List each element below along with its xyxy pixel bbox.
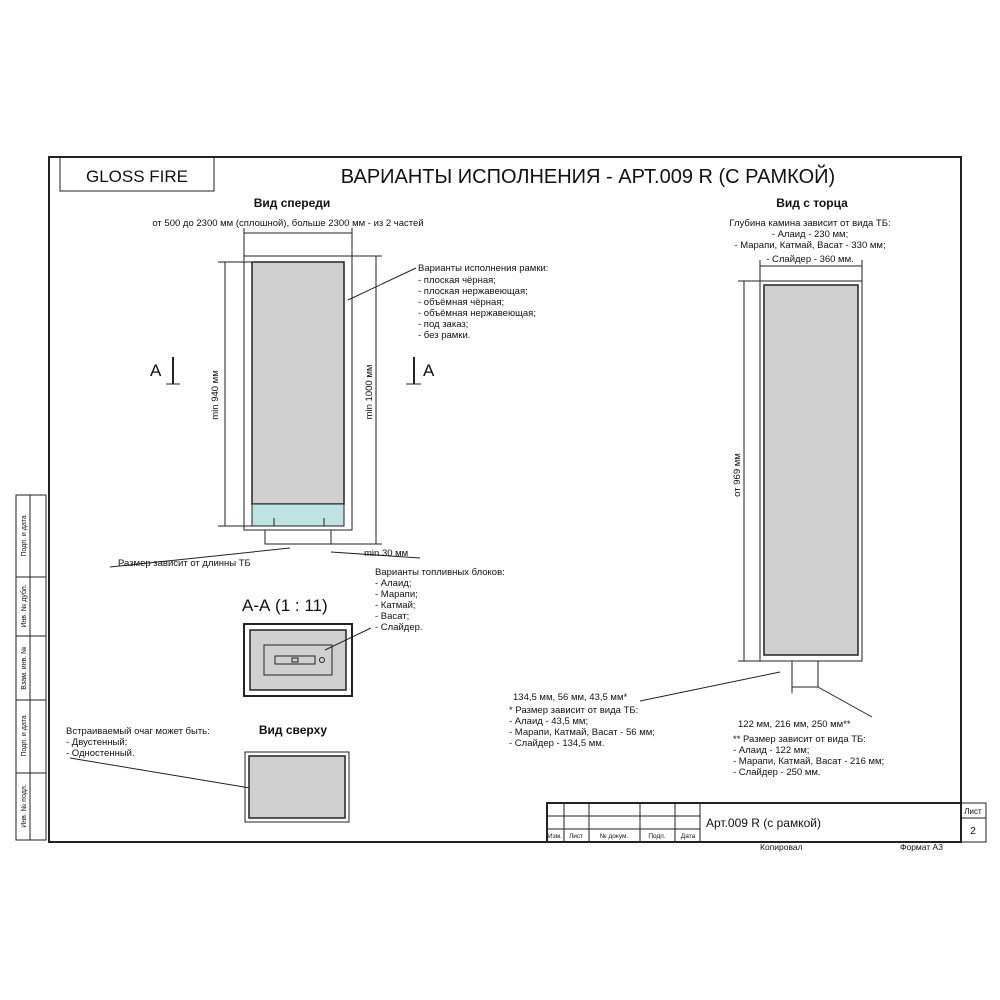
depth-item-2: - Марапи, Катмай, Васат - 330 мм; [734,240,886,251]
title-block [547,803,986,852]
side-view [509,196,891,778]
frame-variants-title: Варианты исполнения рамки: [418,263,549,274]
side-left-note-2: - Марапи, Катмай, Васат - 56 мм; [509,727,655,738]
side-right-note-2: - Марапи, Катмай, Васат - 216 мм; [733,756,885,767]
fuel-block-1: - Алаид; [375,578,412,589]
side-right-note-title: ** Размер зависит от вида ТБ: [733,734,866,745]
tb-col-3: № докум. [599,833,629,840]
frame-variant-6: - без рамки. [418,330,471,341]
front-bottom-min: min 30 мм [364,548,409,559]
tb-col-4: Подп. [648,833,666,840]
frame-variant-4: - объёмная нержавеющая; [418,308,536,319]
side-left-note-3: - Слайдер - 134,5 мм. [509,738,605,749]
frame-variant-5: - под заказ; [418,319,469,330]
front-burner-window [252,504,344,526]
stamp-label-4: Подп. и дата [21,715,28,757]
side-left-note-1: - Алаид - 43,5 мм; [509,716,589,727]
side-stamp [16,495,46,840]
top-view-note-title: Встраиваемый очаг может быть: [66,726,210,737]
tb-sheet-number: 2 [970,826,976,837]
fuel-blocks-title: Варианты топливных блоков: [375,567,505,578]
tb-col-1: Изм. [548,833,562,840]
front-tb-note: Размер зависит от длинны ТБ [118,558,251,569]
fuel-block-3: - Катмай; [375,600,416,611]
side-right-note-3: - Слайдер - 250 мм. [733,767,821,778]
side-height: от 969 мм [732,453,743,497]
depth-item-1: - Алаид - 230 мм; [771,229,849,240]
tb-col-5: Дата [680,833,696,840]
top-view-title: Вид сверху [258,723,328,737]
stamp-label-3: Взам. инв. № [21,646,28,690]
frame-variant-1: - плоская чёрная; [418,275,496,286]
front-view-title: Вид спереди [253,196,331,210]
section-view [242,596,371,696]
front-glass-panel [252,262,344,504]
tb-col-2: Лист [568,833,584,840]
stamp-label-1: Подп. и дата [21,515,28,557]
side-left-note-title: * Размер зависит от вида ТБ: [509,705,639,716]
front-height-outer: min 1000 мм [364,364,375,420]
fuel-block-2: - Марапи; [375,589,418,600]
front-height-inner: min 940 мм [210,370,221,420]
section-mark-right: A [423,361,435,380]
side-glass-panel [764,285,858,655]
top-view [66,723,349,822]
fuel-block-4: - Васат; [375,611,410,622]
frame-variant-3: - объёмная чёрная; [418,297,505,308]
tb-copied: Копировал [760,842,803,852]
header [60,157,835,191]
side-leg [792,661,818,687]
section-mark-left: A [150,361,162,380]
stamp-label-2: Инв. № дубл. [21,584,28,628]
side-right-dim: 122 мм, 216 мм, 250 мм** [738,719,851,730]
fuel-blocks-note [375,567,505,633]
sheet-title: ВАРИАНТЫ ИСПОЛНЕНИЯ - АРТ.009 R (С РАМКОЙ) [340,166,836,188]
tb-designation: Арт.009 R (с рамкой) [706,816,821,830]
brand-label: GLOSS FIRE [85,167,189,186]
tb-format: Формат А3 [900,842,943,852]
front-width-note: от 500 до 2300 мм (сплошной), больше 2300 мм - из 2 частей [152,218,424,229]
frame-variant-2: - плоская нержавеющая; [418,286,528,297]
side-left-dim: 134,5 мм, 56 мм, 43,5 мм* [513,692,628,703]
tb-sheet-label: Лист [964,807,982,816]
depth-item-3: - Слайдер - 360 мм. [766,254,854,265]
top-view-item-1: - Двустенный; [66,737,128,748]
depth-title: Глубина камина зависит от вида ТБ: [729,218,891,229]
front-view [110,196,435,569]
stamp-label-5: Инв. № подл. [21,784,28,828]
frame-variants-note [418,263,548,341]
side-right-note-1: - Алаид - 122 мм; [733,745,810,756]
side-view-title: Вид с торца [776,196,848,210]
fuel-block-5: - Слайдер. [375,622,423,633]
front-bottom-leg [265,530,331,544]
section-title: А-А (1 : 11) [242,596,328,615]
top-view-item-2: - Одностенный. [66,748,135,759]
